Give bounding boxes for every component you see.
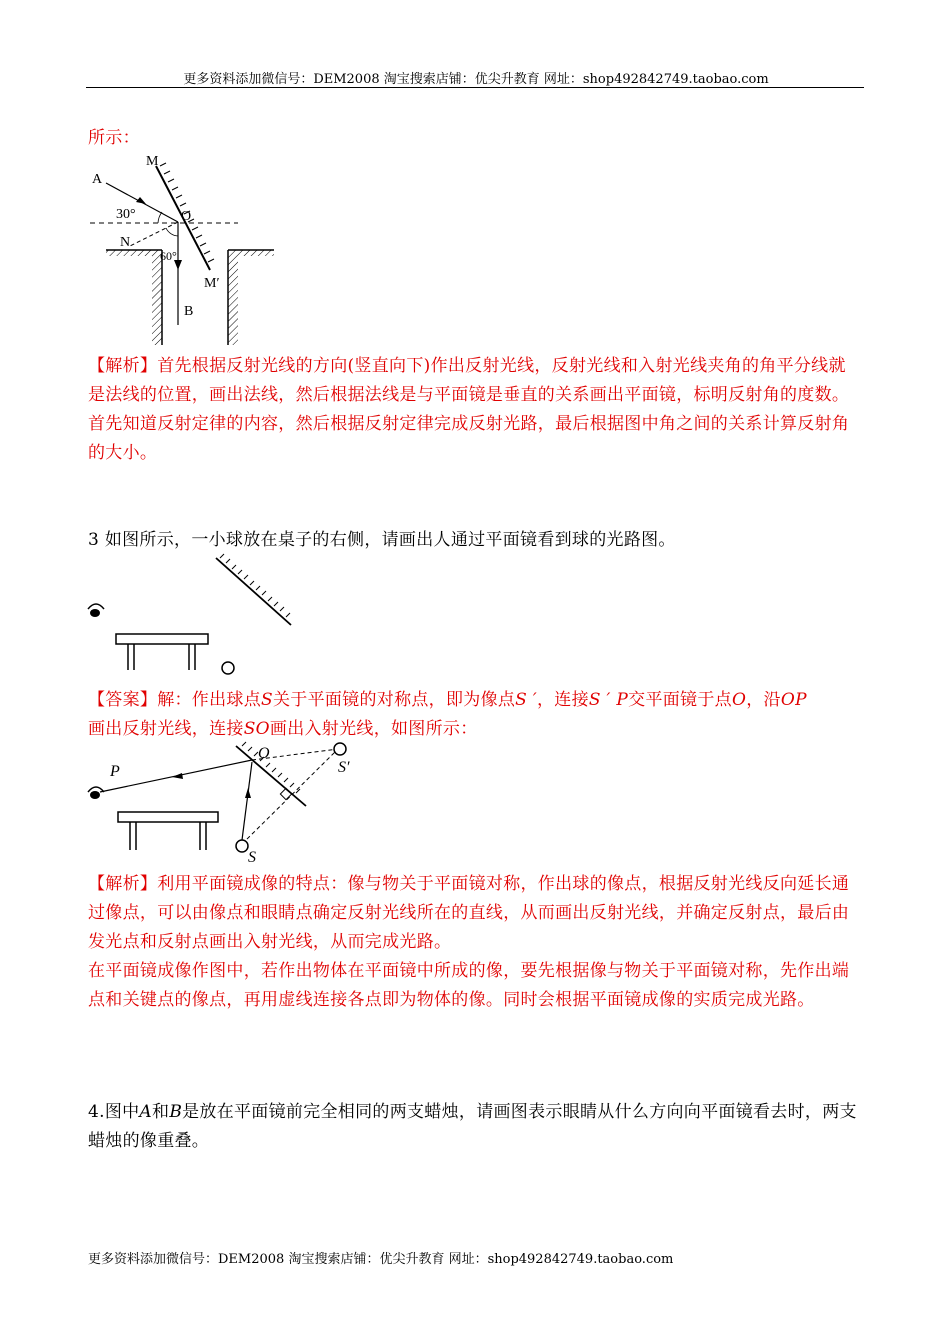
analysis-text-2: 首先知道反射定律的内容，然后根据反射定律完成反射光路，最后根据图中角之间的关系计算反射角的大小。 xyxy=(88,414,850,463)
label-m-prime: M′ xyxy=(204,276,220,291)
analysis-3 xyxy=(88,870,862,1015)
analysis-text-2: 在平面镜成像作图中，若作出物体在平面镜中所成的像，要先根据像与物关于平面镜对称，先作出端点和关键点的像点，再用虚线连接各点即为物体的像。同时会根据平面镜成像的实质完成光路。 xyxy=(88,961,850,1010)
label-o: O xyxy=(181,209,192,224)
label-n: N xyxy=(120,235,131,250)
question-4: 4.图中A和B是放在平面镜前完全相同的两支蜡烛，请画图表示眼睛从什么方向向平面镜看去时，两支蜡烛的像重叠。 xyxy=(88,1102,857,1151)
answer-3-figure xyxy=(86,740,366,865)
label-angle-60: 60° xyxy=(160,249,177,263)
label-o: O xyxy=(258,745,270,762)
normal-line xyxy=(128,222,178,247)
label-s-prime: S′ xyxy=(338,759,350,776)
analysis-tag: 【解析】 xyxy=(88,874,158,894)
analysis-tag: 【解析】 xyxy=(88,356,158,376)
label-a: A xyxy=(92,172,103,187)
label-m: M xyxy=(146,154,159,169)
label-s: S xyxy=(248,849,256,865)
label-p: P xyxy=(110,763,120,780)
reflection-figure-1 xyxy=(88,150,288,350)
answer-3: 【答案】解：作出球点S关于平面镜的对称点，即为像点S ′，连接S ′ P交平面镜于点O，沿OP 画出反射光线，连接SO画出入射光线，如图所示： xyxy=(88,690,807,739)
analysis-text: 首先根据反射光线的方向(竖直向下)作出反射光线，反射光线和入射光线夹角的角平分线就是法线的位置，画出法线，然后根据法线是与平面镜是垂直的关系画出平面镜，标明反射角的度数。 xyxy=(88,356,850,405)
analysis-2 xyxy=(88,352,862,468)
page-footer: 更多资料添加微信号：DEM2008 淘宝搜索店铺：优尖升教育 网址：shop492842749.taobao.com xyxy=(88,1252,674,1267)
question-3: 3 如图所示，一小球放在桌子的右侧，请画出人通过平面镜看到球的光路图。 xyxy=(88,530,676,550)
label-b: B xyxy=(184,304,194,319)
answer-tag: 【答案】 xyxy=(88,690,158,710)
question-3-figure xyxy=(86,552,306,677)
analysis-text: 利用平面镜成像的特点：像与物关于平面镜对称，作出球的像点，根据反射光线反向延长通过像点，可以由像点和眼睛点确定反射光线所在的直线，从而画出反射光线，并确定反射点，最后由发光点和反射点画出入射光线，从而完成光路。 xyxy=(88,874,850,952)
header-divider xyxy=(86,87,864,88)
label-angle-30: 30° xyxy=(116,207,136,222)
page-header: 更多资料添加微信号：DEM2008 淘宝搜索店铺：优尖升教育 网址：shop492842749.taobao.com xyxy=(183,72,769,87)
shown-label: 所示： xyxy=(88,128,140,148)
